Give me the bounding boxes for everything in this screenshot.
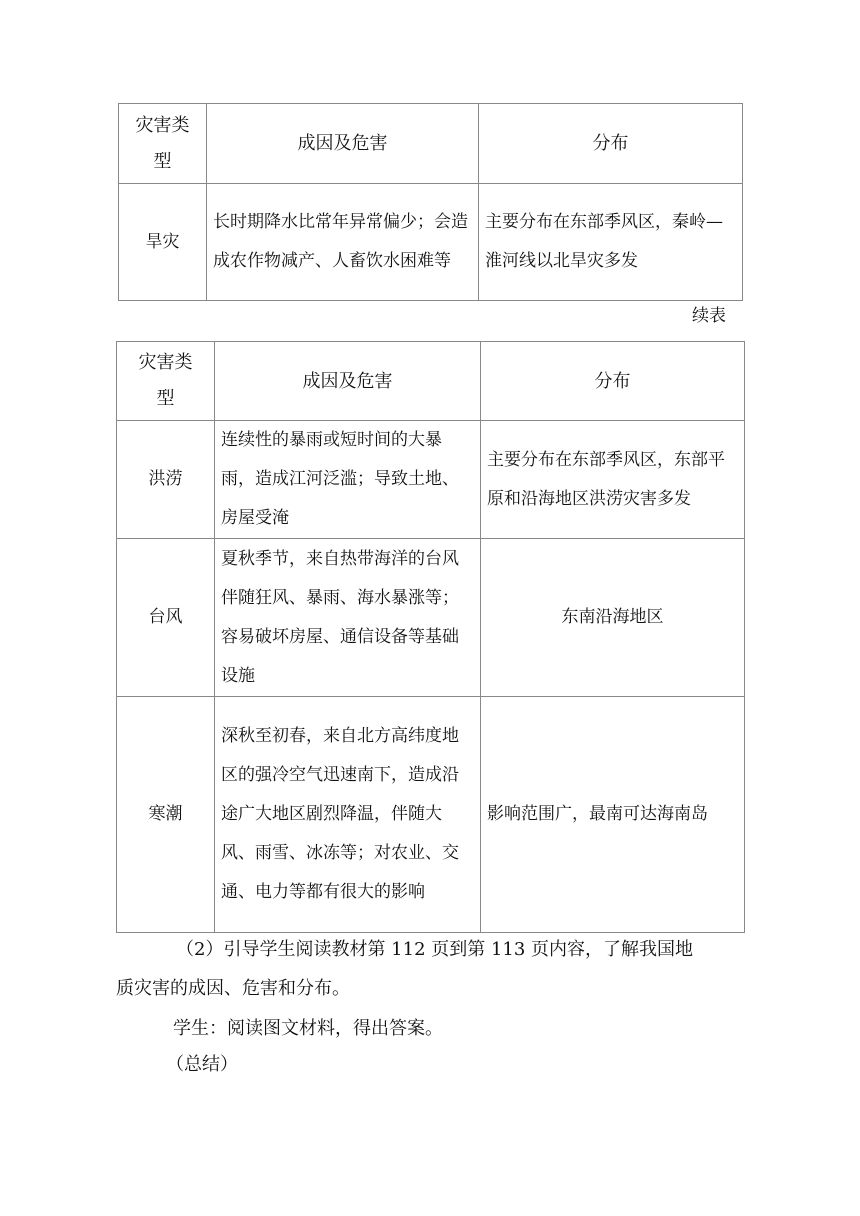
disaster-table-2 xyxy=(116,341,745,933)
row-distribution: 主要分布在东部季风区，秦岭—淮河线以北旱灾多发 xyxy=(479,184,743,301)
table-row xyxy=(117,697,745,933)
paragraph-1-line-1: （2）引导学生阅读教材第 112 页到第 113 页内容，了解我国地 xyxy=(176,939,694,960)
row-type: 旱灾 xyxy=(119,184,207,301)
disaster-table-1 xyxy=(118,103,743,301)
row-type: 洪涝 xyxy=(117,421,215,539)
table-row xyxy=(117,539,745,697)
header-type: 灾害类型 xyxy=(117,342,215,421)
summary-heading: （总结） xyxy=(166,1054,238,1075)
row-distribution: 主要分布在东部季风区，东部平原和沿海地区洪涝灾害多发 xyxy=(481,421,745,539)
header-cause: 成因及危害 xyxy=(215,342,481,421)
header-distribution: 分布 xyxy=(481,342,745,421)
row-cause: 深秋至初春，来自北方高纬度地区的强冷空气迅速南下，造成沿途广大地区剧烈降温，伴随大风、雨雪、冰冻等；对农业、交通、电力等都有很大的影响 xyxy=(215,697,481,933)
header-distribution: 分布 xyxy=(479,104,743,184)
row-type: 台风 xyxy=(117,539,215,697)
paragraph-1-line-2: 质灾害的成因、危害和分布。 xyxy=(116,978,350,999)
row-distribution: 东南沿海地区 xyxy=(481,539,745,697)
table-row xyxy=(117,421,745,539)
paragraph-2: 学生：阅读图文材料，得出答案。 xyxy=(173,1018,443,1039)
row-cause: 长时期降水比常年异常偏少；会造成农作物减产、人畜饮水困难等 xyxy=(207,184,479,301)
header-type: 灾害类型 xyxy=(119,104,207,184)
table-row xyxy=(119,184,743,301)
continued-label: 续表 xyxy=(692,306,726,326)
row-cause: 连续性的暴雨或短时间的大暴雨，造成江河泛滥；导致土地、房屋受淹 xyxy=(215,421,481,539)
row-cause: 夏秋季节，来自热带海洋的台风伴随狂风、暴雨、海水暴涨等；容易破坏房屋、通信设备等基础设施 xyxy=(215,539,481,697)
row-distribution: 影响范围广，最南可达海南岛 xyxy=(481,697,745,933)
row-type: 寒潮 xyxy=(117,697,215,933)
header-cause: 成因及危害 xyxy=(207,104,479,184)
